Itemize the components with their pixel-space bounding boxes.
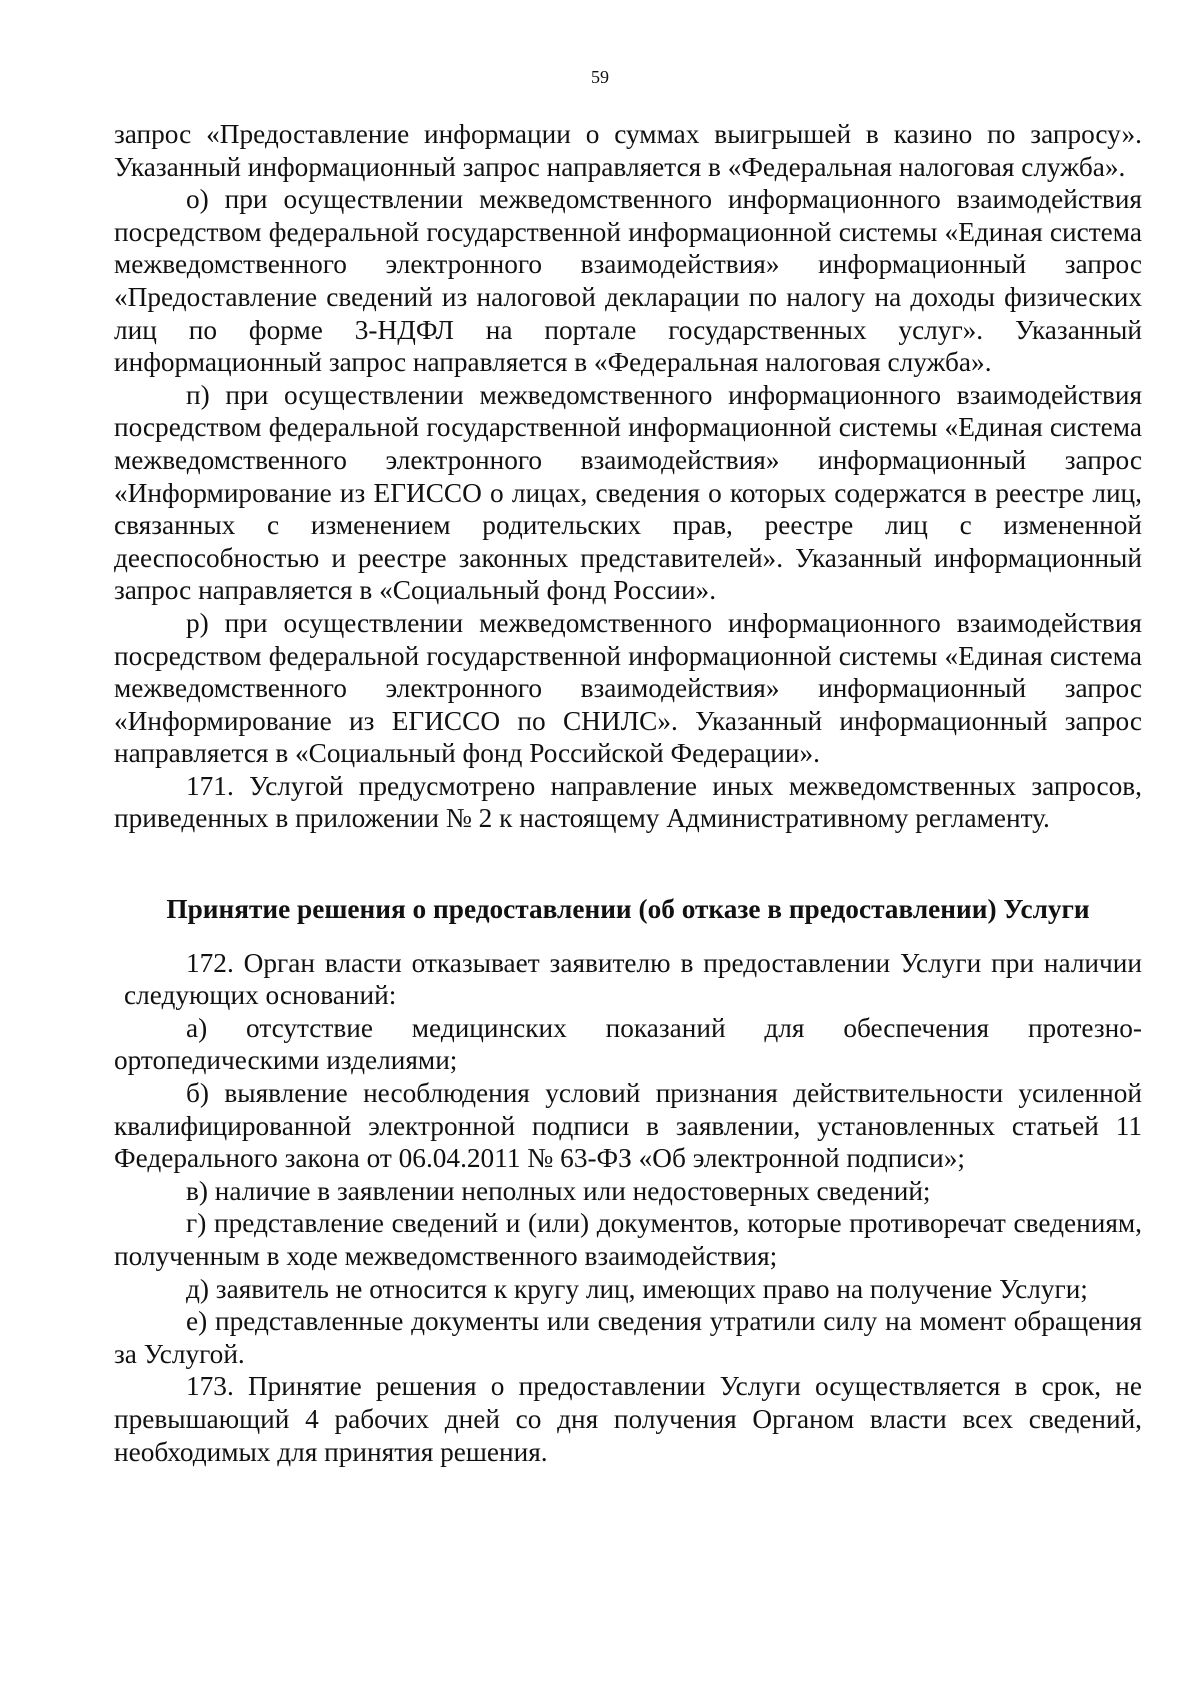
paragraph-casino-winnings-request: запрос «Предоставление информации о суммах выигрышей в казино по запросу». Указанный информационный запрос направляется в «Федеральная налоговая служба». — [114, 119, 1142, 182]
paragraph-172-g: г) представление сведений и (или) документов, которые противоречат сведениям, полученным в ходе межведомственного взаимодействия; — [114, 1208, 1142, 1271]
paragraph-item-o: о) при осуществлении межведомственного информационного взаимодействия посредством федеральной государственной информационной системы «Единая система межведомственного электронного взаимодействия» информационный запрос «Предоставление сведений из налоговой декларации по налогу на доходы физических лиц по форме 3-НДФЛ на портале государственных услуг». Указанный информационный запрос направляется в «Федеральная налоговая служба». — [114, 184, 1142, 378]
section-heading: Принятие решения о предоставлении (об отказе в предоставлении) Услуги — [166, 894, 1090, 925]
paragraph-172-v: в) наличие в заявлении неполных или недостоверных сведений; — [186, 1175, 931, 1206]
paragraph-172-a: а) отсутствие медицинских показаний для обеспечения протезно-ортопедическими изделиями; — [114, 1012, 1142, 1076]
paragraph-item-r: р) при осуществлении межведомственного информационного взаимодействия посредством федеральной государственной информационной системы «Единая система межведомственного электронного взаимодействия» информационный запрос «Информирование из ЕГИССО по СНИЛС». Указанный информационный запрос направляется в «Социальный фонд Российской Федерации». — [114, 607, 1142, 769]
paragraph-172-d: д) заявитель не относится к кругу лиц, имеющих право на получение Услуги; — [186, 1273, 1088, 1304]
page-number: 59 — [591, 67, 609, 87]
paragraph-171: 171. Услугой предусмотрено направление иных межведомственных запросов, приведенных в приложении № 2 к настоящему Административному регламенту. — [114, 770, 1142, 834]
paragraph-173: 173. Принятие решения о предоставлении Услуги осуществляется в срок, не превышающий 4 рабочих дней со дня получения Органом власти всех сведений, необходимых для принятия решения. — [114, 1371, 1142, 1467]
document-body — [114, 118, 1142, 1468]
paragraph-172-b: б) выявление несоблюдения условий признания действительности усиленной квалифицированной электронной подписи в заявлении, установленных статьей 11 Федерального закона от 06.04.2011 № 63-ФЗ «Об электронной подписи»; — [114, 1078, 1142, 1174]
paragraph-item-p: п) при осуществлении межведомственного информационного взаимодействия посредством федеральной государственной информационной системы «Единая система межведомственного электронного взаимодействия» информационный запрос «Информирование из ЕГИССО о лицах, сведения о которых содержатся в реестре лиц, связанных с изменением родительских прав, реестре лиц с измененной дееспособностью и реестре законных представителей». Указанный информационный запрос направляется в «Социальный фонд России». — [114, 379, 1142, 606]
paragraph-172: 172. Орган власти отказывает заявителю в предоставлении Услуги при наличии следующих оснований: — [124, 947, 1142, 1011]
paragraph-172-e: е) представленные документы или сведения утратили силу на момент обращения за Услугой. — [114, 1306, 1142, 1369]
